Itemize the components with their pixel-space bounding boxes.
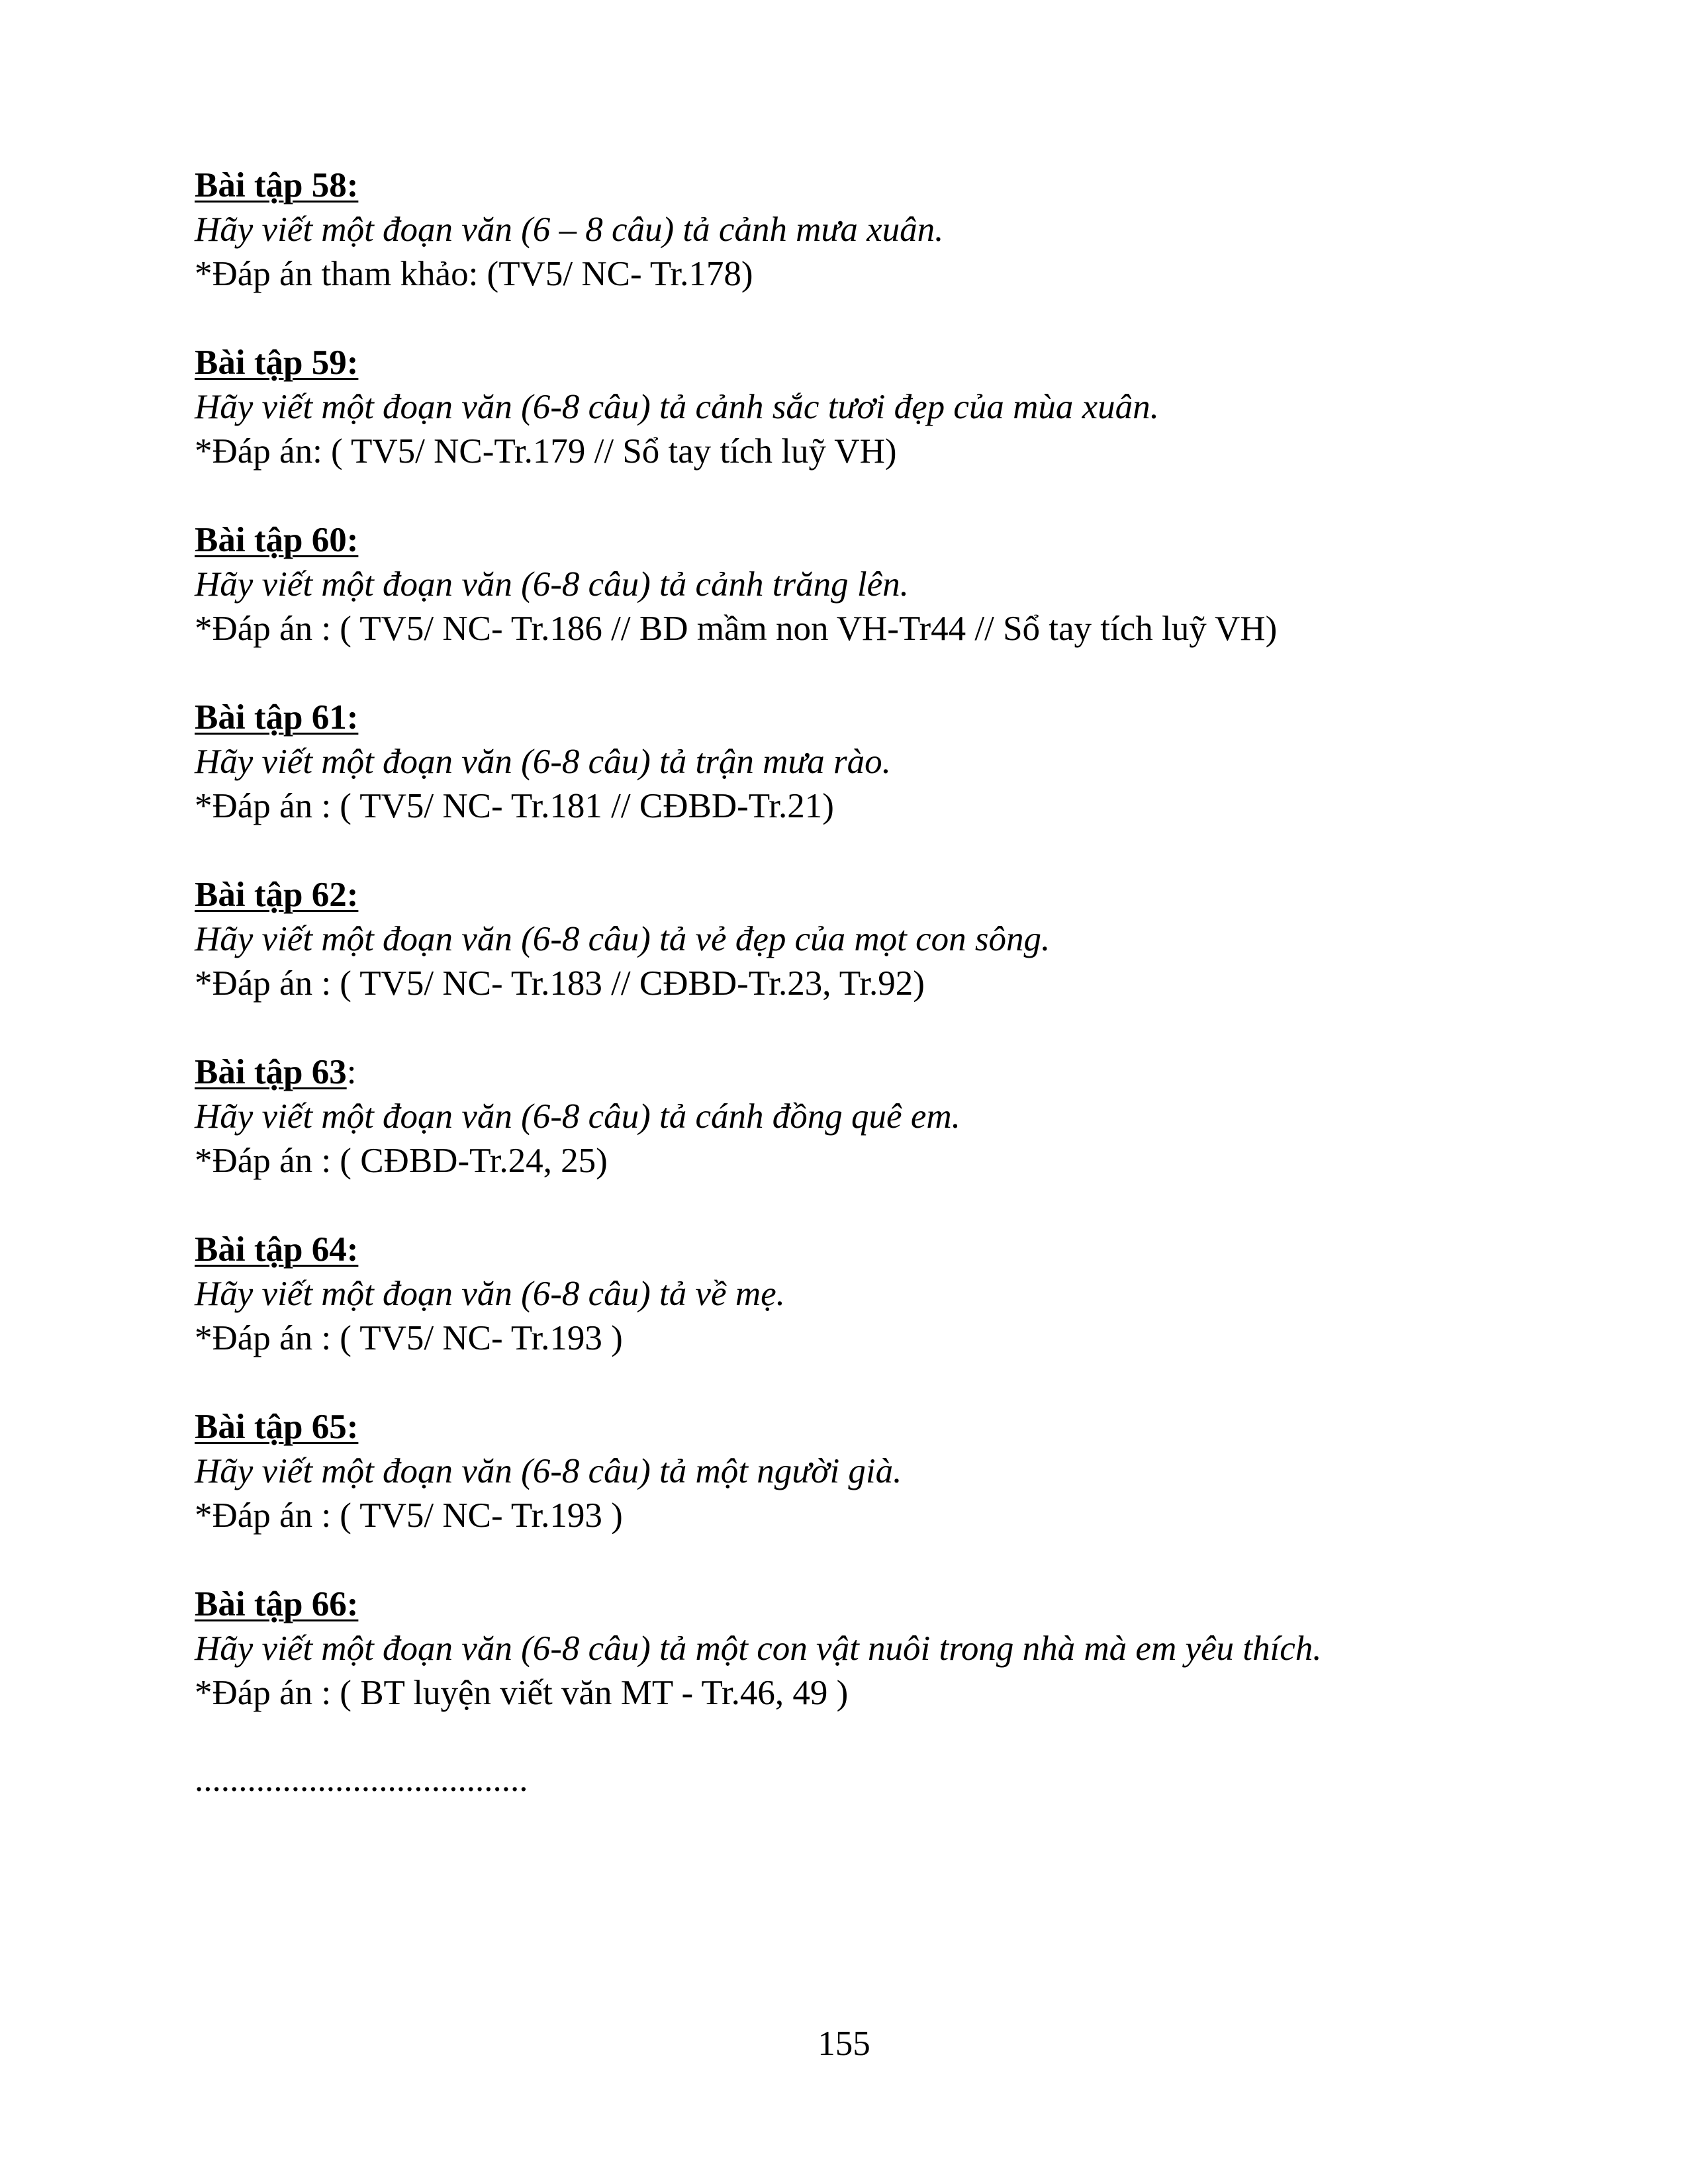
exercise-62 [195,873,1519,1006]
exercise-prompt: Hãy viết một đoạn văn (6-8 câu) tả trận mưa rào. [195,743,891,781]
exercise-answer: *Đáp án : ( TV5/ NC- Tr.193 ) [195,1496,623,1535]
exercise-title: Bài tập 61: [195,698,359,737]
exercise-title: Bài tập 59: [195,343,359,382]
exercise-60 [195,518,1519,651]
exercise-prompt: Hãy viết một đoạn văn (6-8 câu) tả một người già. [195,1452,902,1490]
exercise-prompt: Hãy viết một đoạn văn (6-8 câu) tả một con vật nuôi trong nhà mà em yêu thích. [195,1629,1322,1668]
exercise-title: Bài tập 65: [195,1408,359,1446]
exercise-prompt: Hãy viết một đoạn văn (6-8 câu) tả về mẹ. [195,1275,785,1313]
exercise-prompt: Hãy viết một đoạn văn (6 – 8 câu) tả cảnh mưa xuân. [195,210,944,249]
exercise-answer: *Đáp án : ( TV5/ NC- Tr.186 // BD mầm non VH-Tr44 // Sổ tay tích luỹ VH) [195,610,1278,648]
exercise-prompt: Hãy viết một đoạn văn (6-8 câu) tả vẻ đẹp của mọt con sông. [195,920,1051,958]
exercise-prompt: Hãy viết một đoạn văn (6-8 câu) tả cảnh trăng lên. [195,565,909,604]
exercise-answer: *Đáp án : ( CĐBD-Tr.24, 25) [195,1142,608,1180]
exercise-title: Bài tập 62: [195,876,359,914]
exercise-59 [195,341,1519,474]
exercise-prompt: Hãy viết một đoạn văn (6-8 câu) tả cảnh sắc tươi đẹp của mùa xuân. [195,388,1159,426]
page-number: 155 [818,2025,870,2063]
exercise-63 [195,1050,1519,1183]
ellipsis-separator: ...................................... [195,1760,528,1799]
exercise-title: Bài tập 58: [195,166,359,205]
exercise-66 [195,1582,1519,1715]
exercise-answer: *Đáp án : ( TV5/ NC- Tr.183 // CĐBD-Tr.23, Tr.92) [195,964,925,1003]
exercise-title: Bài tập 60: [195,521,359,559]
exercise-answer: *Đáp án tham khảo: (TV5/ NC- Tr.178) [195,255,753,293]
exercise-58 [195,163,1519,296]
exercise-answer: *Đáp án : ( BT luyện viết văn MT - Tr.46, 49 ) [195,1674,849,1712]
exercise-answer: *Đáp án: ( TV5/ NC-Tr.179 // Sổ tay tích luỹ VH) [195,432,897,471]
exercise-answer: *Đáp án : ( TV5/ NC- Tr.193 ) [195,1319,623,1357]
exercise-title: Bài tập 66: [195,1585,359,1623]
exercise-prompt: Hãy viết một đoạn văn (6-8 câu) tả cánh đồng quê em. [195,1097,961,1136]
exercise-title: Bài tập 63: [195,1053,357,1091]
exercise-answer: *Đáp án : ( TV5/ NC- Tr.181 // CĐBD-Tr.21) [195,787,834,825]
exercise-title: Bài tập 64: [195,1230,359,1269]
exercise-61 [195,696,1519,829]
exercise-64 [195,1228,1519,1361]
exercise-65 [195,1405,1519,1538]
